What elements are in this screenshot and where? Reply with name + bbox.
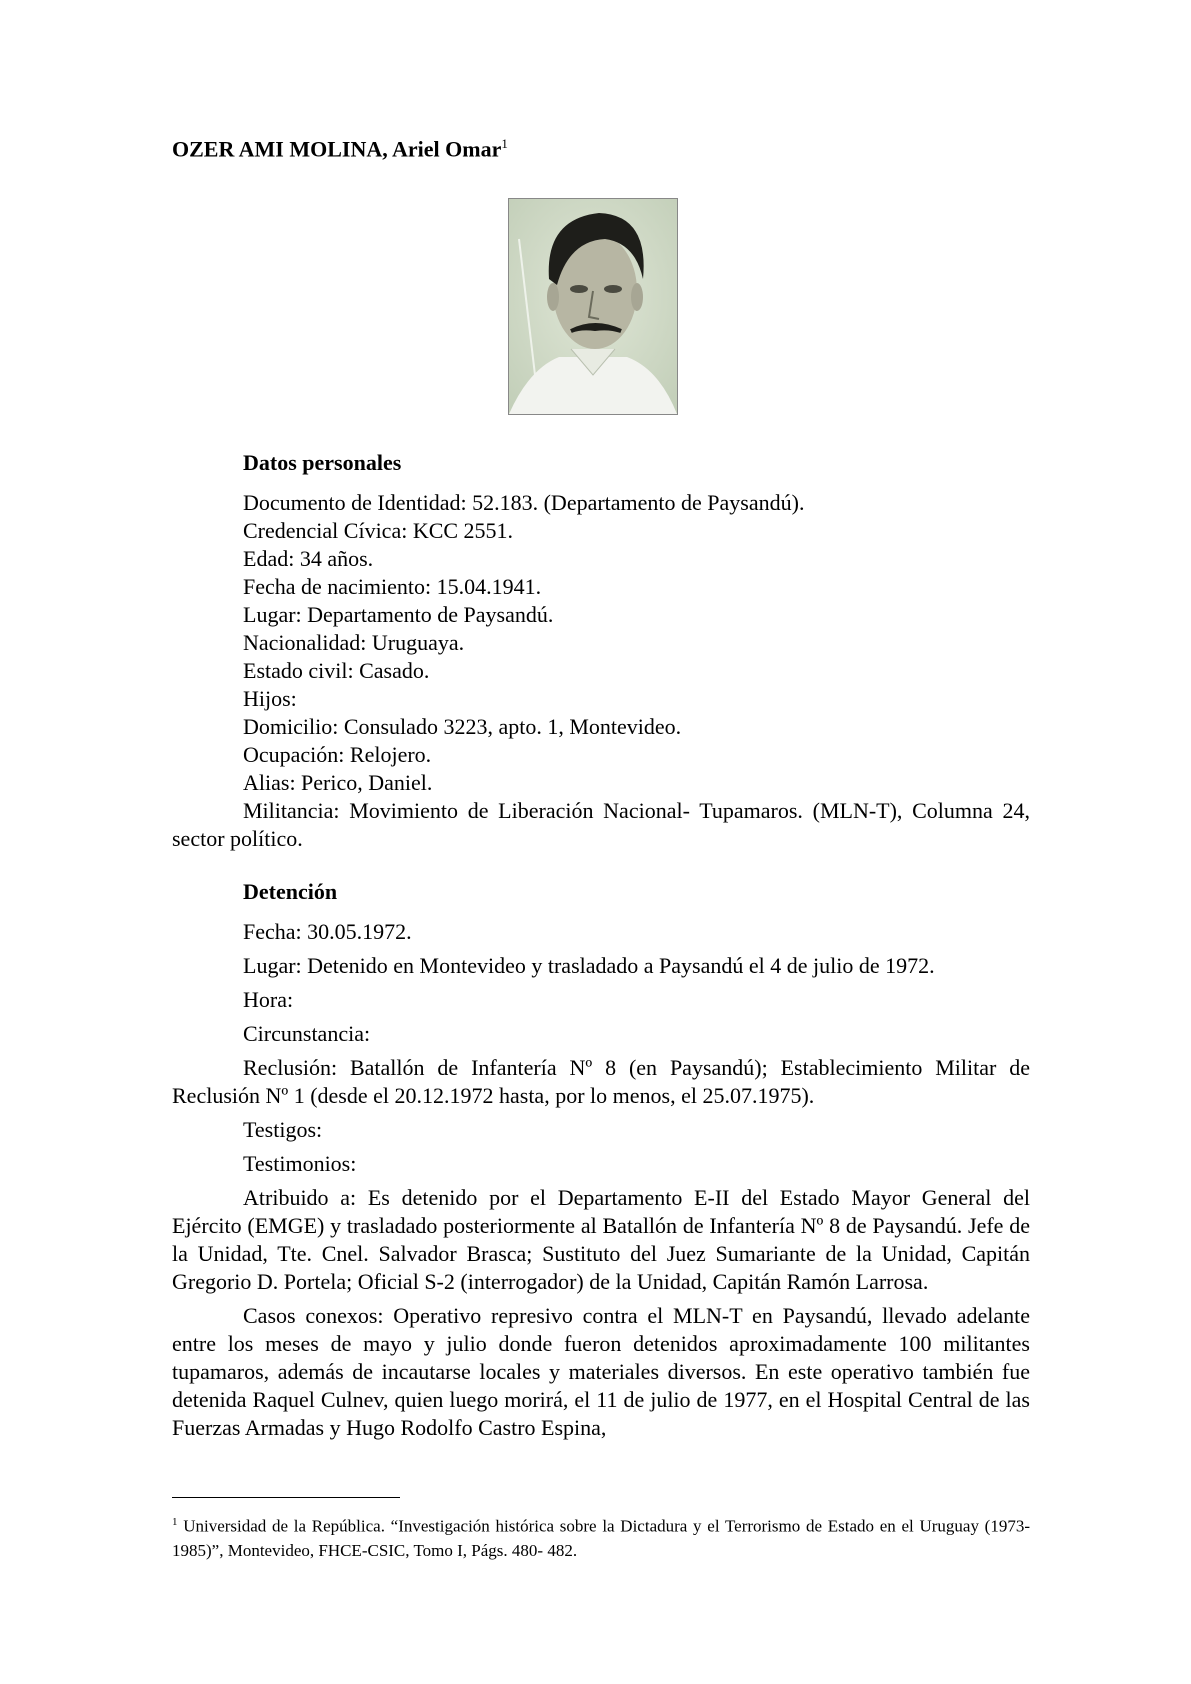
field-fecha: Fecha: 30.05.1972. (243, 919, 412, 944)
field-nacionalidad: Nacionalidad: Uruguaya. (243, 630, 465, 655)
field-estado-civil: Estado civil: Casado. (243, 658, 430, 683)
field-documento: Documento de Identidad: 52.183. (Departamento de Paysandú). (243, 490, 805, 515)
footnote (172, 1510, 1030, 1563)
field-edad: Edad: 34 años. (243, 546, 374, 571)
field-domicilio: Domicilio: Consulado 3223, apto. 1, Montevideo. (243, 714, 682, 739)
field-alias: Alias: Perico, Daniel. (243, 770, 433, 795)
field-hora: Hora: (243, 987, 294, 1012)
field-reclusion: Reclusión: Batallón de Infantería Nº 8 (en Paysandú); Establecimiento Militar de Reclusión Nº 1 (desde el 20.12.1972 hasta, por lo menos, el 25.07.1975). (172, 1055, 1030, 1108)
field-fecha-nacimiento: Fecha de nacimiento: 15.04.1941. (243, 574, 542, 599)
detencion-section (172, 878, 1030, 1448)
field-ocupacion: Ocupación: Relojero. (243, 742, 432, 767)
page-title (172, 136, 508, 162)
field-lugar-detencion: Lugar: Detenido en Montevideo y trasladado a Paysandú el 4 de julio de 1972. (243, 953, 935, 978)
footnote-marker: 1 (501, 136, 508, 151)
footnote-text: Universidad de la República. “Investigación histórica sobre la Dictadura y el Terrorismo de Estado en el Uruguay (1973-1985)”, Montevideo, FHCE-CSIC, Tomo I, Págs. 480- 482. (172, 1516, 1030, 1560)
field-credencial: Credencial Cívica: KCC 2551. (243, 518, 514, 543)
field-casos-conexos: Casos conexos: Operativo represivo contra el MLN-T en Paysandú, llevado adelante entre los meses de mayo y julio donde fueron detenidos aproximadamente 100 militantes tupamaros, además de incautarse locales y materiales diversos. En este operativo también fue detenida Raquel Culnev, quien luego morirá, el 11 de julio de 1977, en el Hospital Central de las Fuerzas Armadas y Hugo Rodolfo Castro Espina, (172, 1303, 1030, 1440)
section-heading-detencion: Detención (243, 879, 338, 904)
person-name: OZER AMI MOLINA, Ariel Omar (172, 136, 502, 162)
datos-personales-section (172, 449, 1030, 853)
field-testimonios: Testimonios: (243, 1151, 357, 1176)
field-hijos: Hijos: (243, 686, 297, 711)
portrait-photo (508, 198, 678, 415)
field-lugar: Lugar: Departamento de Paysandú. (243, 602, 554, 627)
footnote-divider (172, 1497, 400, 1498)
field-testigos: Testigos: (243, 1117, 323, 1142)
section-heading-datos-personales: Datos personales (243, 450, 402, 475)
field-militancia: Militancia: Movimiento de Liberación Nacional- Tupamaros. (MLN-T), Columna 24, sector político. (172, 798, 1030, 851)
footnote-number: 1 (172, 1516, 178, 1528)
portrait-icon (509, 199, 677, 414)
field-atribuido: Atribuido a: Es detenido por el Departamento E-II del Estado Mayor General del Ejército (EMGE) y trasladado posteriormente al Batallón de Infantería Nº 8 de Paysandú. Jefe de la Unidad, Tte. Cnel. Salvador Brasca; Sustituto del Juez Sumariante de la Unidad, Capitán Gregorio D. Portela; Oficial S-2 (interrogador) de la Unidad, Capitán Ramón Larrosa. (172, 1185, 1030, 1294)
field-circunstancia: Circunstancia: (243, 1021, 371, 1046)
